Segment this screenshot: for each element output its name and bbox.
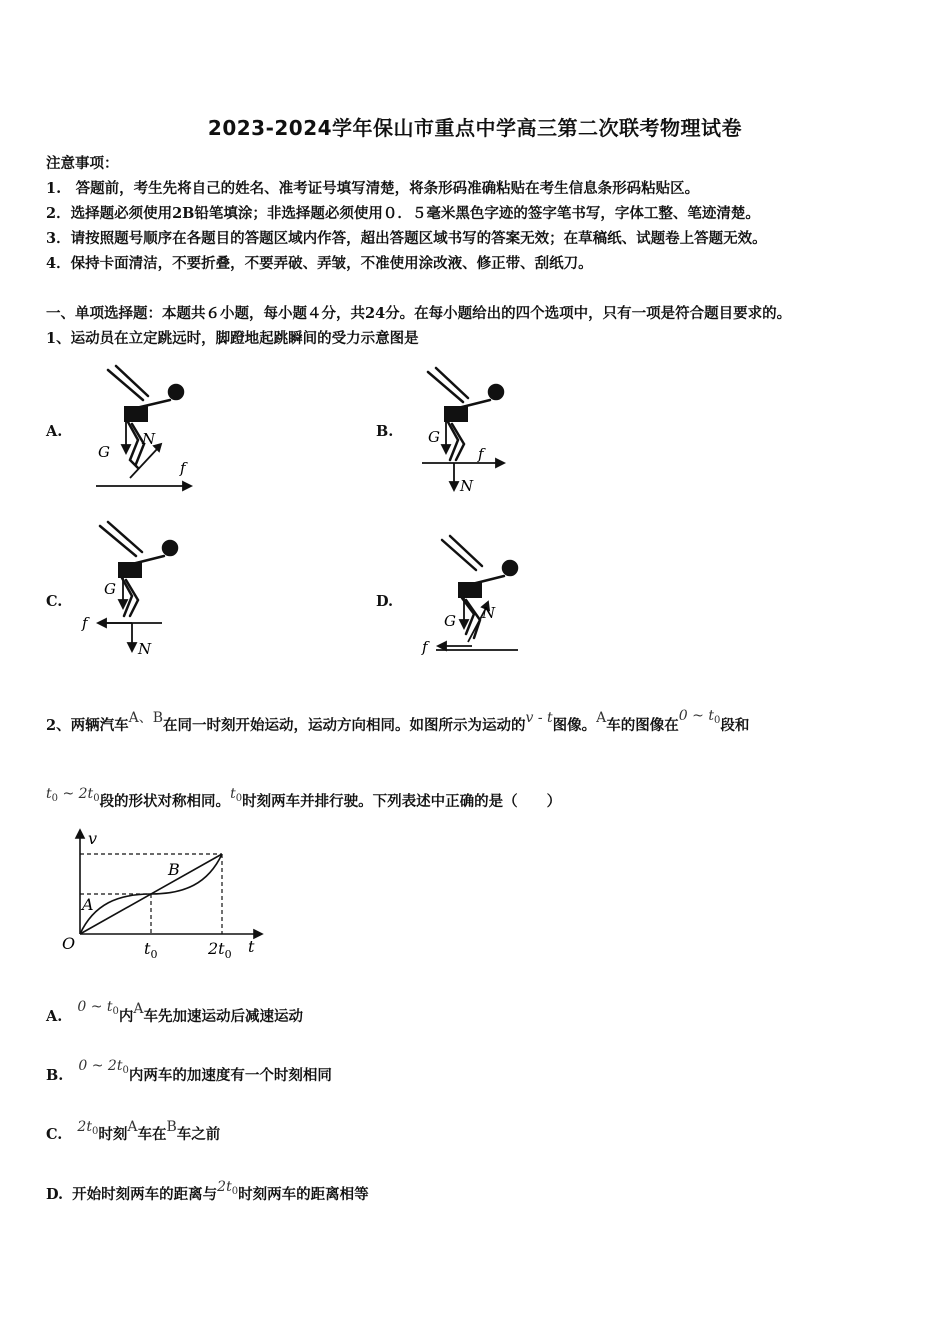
q2-stem-line1: 2、两辆汽车A、B在同一时刻开始运动，运动方向相同。如图所示为运动的v - t图像。A车的图像在0 ~ $t_0$段和: [46, 708, 750, 734]
origin-label: O: [62, 934, 76, 953]
q2-stem-line2: $t_0$ ~ $2t_0$段的形状对称相同。$t_0$时刻两车并排行驶。下列表述中正确的是（ ）: [46, 786, 562, 810]
notice-item: 3．请按照题号顺序在各题目的答题区域内作答，超出答题区域书写的答案无效；在草稿纸、试题卷上答题无效。: [46, 230, 767, 247]
q2-option-a: A. 0 ~ $t_0$内A车先加速运动后减速运动: [46, 999, 304, 1025]
notice-item: 1. 答题前，考生先将自己的姓名、准考证号填写清楚，将条形码准确粘贴在考生信息条形码粘贴区。: [46, 180, 700, 197]
math-car-a: A: [596, 710, 607, 726]
force-g-label: G: [104, 580, 116, 598]
tick-t0: $t_0$: [144, 939, 158, 961]
q2-vt-graph: [58, 828, 268, 968]
q1-figure-c: [78, 518, 198, 663]
math-cars: A、B: [128, 710, 163, 726]
force-f-label: f: [422, 638, 428, 656]
force-f-label: f: [478, 445, 484, 463]
q2-option-c: C. $2t_0$时刻A车在B车之前: [46, 1119, 221, 1143]
force-g-label: G: [444, 612, 456, 630]
q2-option-b: B. 0 ~ $2t_0$内两车的加速度有一个时刻相同: [46, 1058, 332, 1084]
q1-figure-b: [418, 360, 538, 495]
t-axis-label: t: [248, 937, 255, 956]
jumper-arms: [108, 366, 148, 400]
force-n-label: N: [482, 604, 496, 622]
q1-option-d-label: D.: [376, 593, 394, 610]
ground-arrow: [183, 482, 191, 490]
math-range2: $t_0$ ~ $2t_0$: [46, 786, 100, 804]
force-n-label: N: [142, 430, 156, 448]
q1-figure-a: [88, 360, 208, 495]
jumper-head: [169, 385, 183, 399]
curve-a-label: A: [82, 895, 94, 914]
curve-b-label: B: [168, 860, 180, 879]
force-f-label: f: [180, 459, 186, 477]
q2-option-d: D. 开始时刻两车的距离与$2t_0$时刻两车的距离相等: [46, 1179, 369, 1203]
q1-option-b-label: B.: [376, 423, 394, 440]
q1-figure-d: [418, 528, 538, 663]
force-g-arrow: [122, 445, 130, 453]
math-range1: 0 ~ $t_0$: [678, 708, 721, 726]
v-axis-label: v: [88, 829, 98, 848]
notice-item: 4．保持卡面清洁，不要折叠，不要弄破、弄皱，不准使用涂改液、修正带、刮纸刀。: [46, 255, 593, 272]
force-g-label: G: [98, 443, 110, 461]
force-f-label: f: [82, 614, 88, 632]
notice-header: 注意事项：: [46, 155, 119, 172]
q1-option-c-label: C.: [46, 593, 63, 610]
force-n-label: N: [460, 477, 474, 495]
q1-stem: 1、运动员在立定跳远时，脚蹬地起跳瞬间的受力示意图是: [46, 330, 419, 347]
force-g-label: G: [428, 428, 440, 446]
notice-item: 2．选择题必须使用2B铅笔填涂；非选择题必须使用０．５毫米黑色字迹的签字笔书写，字体工整、笔迹清楚。: [46, 205, 760, 222]
math-t0: $t_0$: [230, 786, 243, 804]
force-n-label: N: [138, 640, 152, 658]
tick-2t0: $2t_0$: [208, 939, 232, 961]
section-header: 一、单项选择题：本题共６小题，每小题４分，共24分。在每小题给出的四个选项中，只有一项是符合题目要求的。: [46, 305, 792, 322]
page-title: 2023-2024学年保山市重点中学高三第二次联考物理试卷: [207, 116, 743, 140]
math-vt: v - t: [525, 710, 553, 726]
q1-option-a-label: A.: [46, 423, 63, 440]
